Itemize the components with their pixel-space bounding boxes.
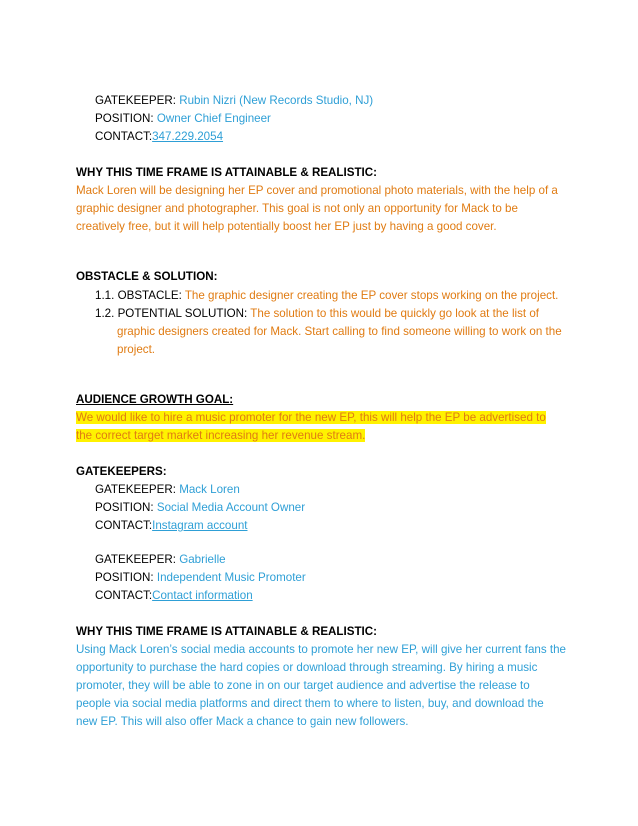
position-line <box>95 110 271 128</box>
gatekeeper-label: GATEKEEPER: <box>95 94 176 107</box>
timeframe-text-line: new EP. This will also offer Mack a chance to gain new followers. <box>76 715 409 728</box>
contact-label: CONTACT: <box>95 519 153 532</box>
audience-heading: AUDIENCE GROWTH GOAL: <box>76 393 234 406</box>
position-label: POSITION: <box>95 112 154 125</box>
solution-item <box>95 305 539 323</box>
instagram-account-link[interactable]: Instagram account <box>152 519 248 532</box>
list-number: 1.2. <box>95 307 115 320</box>
position-label: POSITION: <box>95 571 154 584</box>
audience-text-line <box>76 427 365 445</box>
contact-phone-link[interactable]: 347.229.2054 <box>152 130 224 143</box>
gatekeeper-value: Mack Loren <box>179 483 240 496</box>
contact-line <box>95 587 253 605</box>
obstacle-item <box>95 287 558 305</box>
contact-information-link[interactable]: Contact information <box>152 589 253 602</box>
gatekeeper-value: Gabrielle <box>179 553 226 566</box>
solution-text-line: project. <box>117 343 156 356</box>
highlighted-text: We would like to hire a music promoter for the new EP, this will help the EP be advertised to <box>76 411 546 424</box>
timeframe-text-line: Using Mack Loren’s social media accounts to promote her new EP, will give her current fans the <box>76 643 566 656</box>
obstacle-text: The graphic designer creating the EP cover stops working on the project. <box>184 289 559 302</box>
gatekeepers-heading: GATEKEEPERS: <box>76 465 167 478</box>
gatekeeper-line <box>95 551 226 569</box>
contact-line <box>95 128 223 146</box>
position-value: Owner Chief Engineer <box>156 112 271 125</box>
position-value: Independent Music Promoter <box>156 571 306 584</box>
position-line <box>95 499 305 517</box>
timeframe-text-line: creatively free, but it will help potentially boost her EP just by having a good cover. <box>76 220 497 233</box>
gatekeeper-label: GATEKEEPER: <box>95 483 176 496</box>
position-line <box>95 569 306 587</box>
position-label: POSITION: <box>95 501 154 514</box>
gatekeeper-value: Rubin Nizri (New Records Studio, NJ) <box>179 94 374 107</box>
solution-label: POTENTIAL SOLUTION: <box>117 307 248 320</box>
gatekeeper-line <box>95 92 373 110</box>
timeframe-heading: WHY THIS TIME FRAME IS ATTAINABLE & REALISTIC: <box>76 166 377 179</box>
timeframe-text-line: Mack Loren will be designing her EP cover and promotional photo materials, with the help of a <box>76 184 558 197</box>
position-value: Social Media Account Owner <box>156 501 306 514</box>
timeframe-text-line: opportunity to purchase the hard copies or download through streaming. By hiring a music <box>76 661 538 674</box>
timeframe-heading: WHY THIS TIME FRAME IS ATTAINABLE & REALISTIC: <box>76 625 377 638</box>
timeframe-text-line: people via social media platforms and direct them to where to listen, buy, and download the <box>76 697 544 710</box>
contact-line <box>95 517 248 535</box>
contact-label: CONTACT: <box>95 130 153 143</box>
audience-text-line <box>76 409 546 427</box>
obstacle-label: OBSTACLE: <box>117 289 182 302</box>
list-number: 1.1. <box>95 289 115 302</box>
gatekeeper-line <box>95 481 240 499</box>
solution-text: The solution to this would be quickly go look at the list of <box>250 307 540 320</box>
highlighted-text: the correct target market increasing her revenue stream. <box>76 429 366 442</box>
gatekeeper-label: GATEKEEPER: <box>95 553 176 566</box>
contact-label: CONTACT: <box>95 589 153 602</box>
obstacle-heading: OBSTACLE & SOLUTION: <box>76 270 218 283</box>
timeframe-text-line: promoter, they will be able to zone in on our target audience and advertise the release to <box>76 679 530 692</box>
timeframe-text-line: graphic designer and photographer. This goal is not only an opportunity for Mack to be <box>76 202 518 215</box>
solution-text-line: graphic designers created for Mack. Start calling to find someone willing to work on the <box>117 325 562 338</box>
